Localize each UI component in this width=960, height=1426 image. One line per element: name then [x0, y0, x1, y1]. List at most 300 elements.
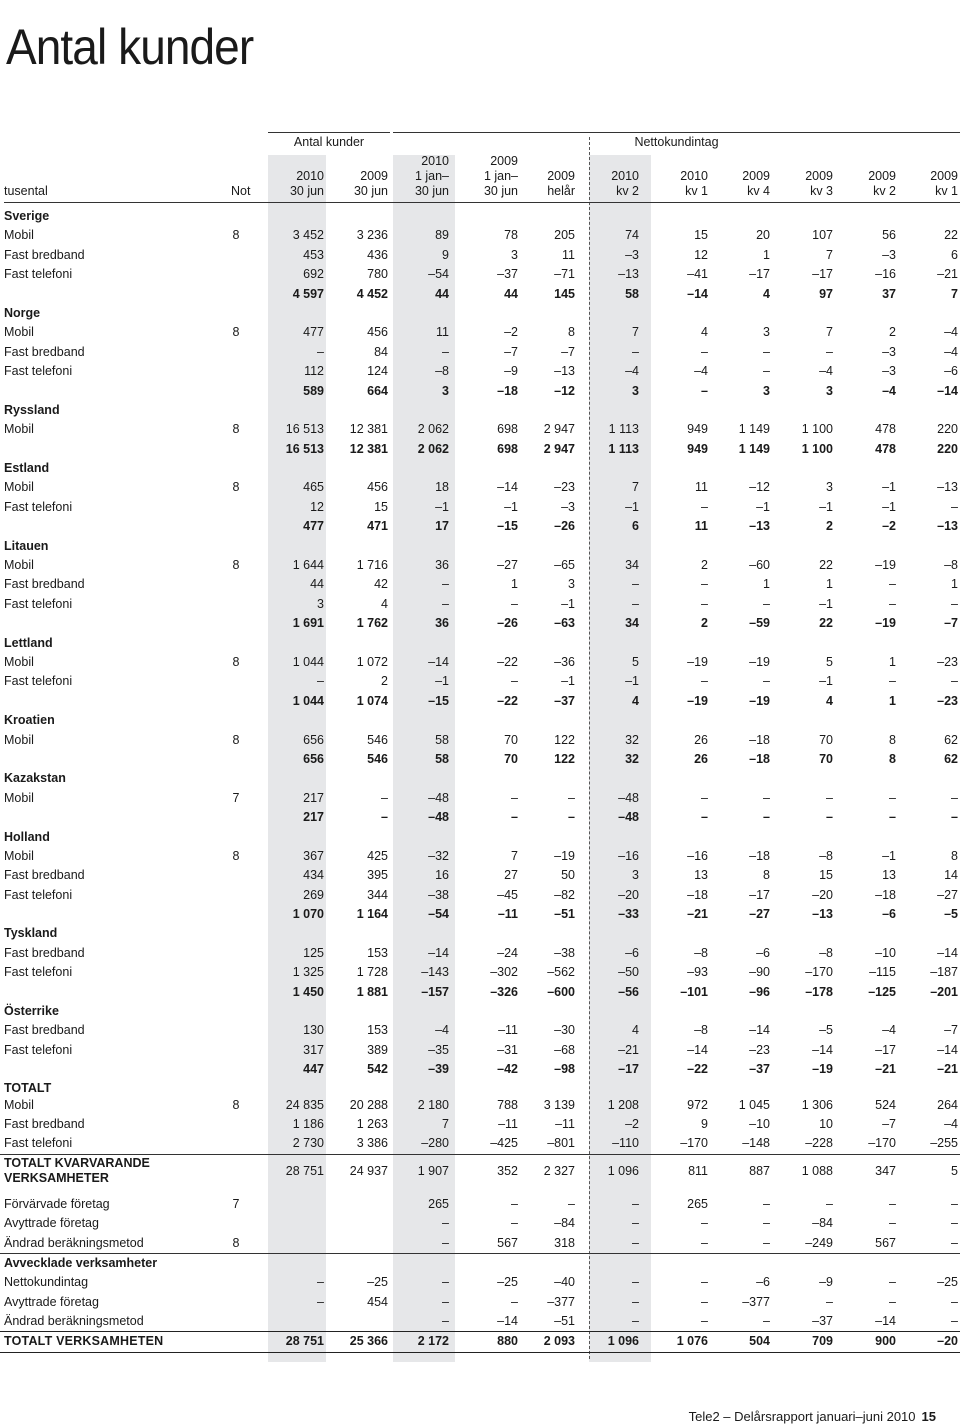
table-cell: –2: [882, 519, 896, 534]
column-header: [505, 169, 575, 199]
column-header-line: 30 jun: [483, 184, 518, 198]
table-row: [0, 672, 960, 691]
table-cell: 4 452: [356, 286, 388, 301]
table-cell: 780: [367, 267, 388, 282]
table-cell: –16: [687, 848, 708, 863]
table-cell: 13: [882, 868, 896, 883]
table-cell: –1: [561, 596, 575, 611]
page-number: 15: [921, 1409, 936, 1424]
table-cell: –170: [805, 965, 833, 980]
table-cell: –1: [435, 674, 449, 689]
section-heading-row: [0, 711, 960, 730]
table-cell: 1 306: [801, 1097, 833, 1112]
table-cell: –2: [504, 325, 518, 340]
row-label: TOTALT KVARVARANDE VERKSAMHETER: [4, 1155, 150, 1185]
table-cell: 698: [497, 441, 518, 456]
table-cell: –: [568, 810, 575, 825]
table-cell: 15: [374, 499, 388, 514]
row-label: Mobil: [4, 228, 34, 243]
table-cell: –: [701, 1275, 708, 1290]
table-cell: 28 751: [285, 1334, 324, 1349]
table-cell: 36: [435, 616, 449, 631]
table-cell: –1: [819, 674, 833, 689]
table-cell: 1 113: [608, 422, 639, 437]
table-cell: –18: [749, 751, 770, 766]
table-cell: –14: [937, 1042, 958, 1057]
table-cell: –48: [428, 790, 449, 805]
row-note: 8: [232, 1235, 240, 1250]
table-cell: 1 072: [356, 654, 388, 669]
table-cell: 477: [303, 519, 324, 534]
table-cell: –13: [749, 519, 770, 534]
table-cell: –101: [680, 984, 708, 999]
table-cell: –17: [749, 887, 770, 902]
table-cell: –1: [882, 480, 896, 495]
table-cell: 589: [303, 383, 324, 398]
table-cell: 50: [561, 868, 575, 883]
table-cell: 1 096: [607, 1334, 639, 1349]
table-cell: –: [889, 596, 896, 611]
table-cell: 26: [694, 751, 708, 766]
table-cell: –3: [882, 247, 896, 262]
table-cell: 949: [687, 441, 708, 456]
table-cell: –1: [625, 499, 639, 514]
table-row: [0, 1041, 960, 1060]
table-cell: 4: [701, 325, 708, 340]
table-cell: 900: [875, 1334, 896, 1349]
table-cell: 89: [435, 228, 449, 243]
table-cell: –20: [812, 887, 833, 902]
table-cell: 2 327: [543, 1163, 575, 1178]
table-cell: 1: [951, 577, 958, 592]
table-cell: 1 088: [801, 1163, 833, 1178]
section-heading-row: [0, 304, 960, 323]
row-label: TOTALT: [4, 1080, 52, 1095]
table-cell: 3: [511, 247, 518, 262]
row-label: Fast bredband: [4, 1116, 85, 1131]
table-cell: 1 070: [292, 907, 324, 922]
table-cell: 3: [763, 325, 770, 340]
table-cell: 1 691: [292, 616, 324, 631]
table-cell: –10: [749, 1116, 770, 1131]
table-cell: 1 076: [676, 1334, 708, 1349]
table-cell: –: [763, 810, 770, 825]
column-header-line: 1 jan–: [483, 169, 518, 183]
table-cell: 20: [756, 228, 770, 243]
page-footer: [689, 1409, 936, 1424]
table-cell: –17: [749, 267, 770, 282]
table-cell: –: [442, 344, 449, 359]
table-cell: –12: [554, 383, 575, 398]
table-cell: 4: [763, 286, 770, 301]
section-heading-row: [0, 537, 960, 556]
table-cell: 124: [367, 364, 388, 379]
table-cell: –115: [869, 965, 896, 980]
table-cell: 22: [819, 616, 833, 631]
subtotal-row: [0, 905, 960, 924]
table-cell: 972: [687, 1097, 708, 1112]
row-note: 8: [232, 1097, 240, 1112]
table-cell: 3: [763, 383, 770, 398]
table-cell: –10: [875, 945, 896, 960]
table-row: [0, 498, 960, 517]
table-cell: 3: [317, 596, 324, 611]
table-cell: 425: [367, 848, 388, 863]
table-cell: 2: [701, 616, 708, 631]
table-row: [0, 866, 960, 885]
table-cell: 5: [951, 1163, 958, 1178]
table-row: [0, 1187, 960, 1195]
table-row: [0, 265, 960, 284]
table-cell: 1 074: [356, 693, 388, 708]
table-cell: –: [701, 577, 708, 592]
table-cell: –21: [937, 267, 958, 282]
table-cell: –: [442, 1235, 449, 1250]
table-cell: –14: [875, 1314, 896, 1329]
table-row: [0, 847, 960, 866]
table-cell: 1 100: [801, 422, 833, 437]
table-row: [0, 1134, 960, 1153]
table-cell: 477: [303, 325, 324, 340]
header-rule: [4, 202, 960, 203]
table-cell: 447: [303, 1062, 324, 1077]
table-cell: –17: [618, 1062, 639, 1077]
column-header: [379, 154, 449, 199]
row-label: Mobil: [4, 848, 34, 863]
table-cell: 9: [442, 247, 449, 262]
table-cell: 9: [701, 1116, 708, 1131]
table-cell: –33: [618, 907, 639, 922]
subtotal-row: [0, 692, 960, 711]
table-cell: 1 325: [292, 965, 324, 980]
table-cell: –14: [937, 383, 958, 398]
table-cell: –6: [756, 945, 770, 960]
column-header-line: kv 1: [935, 184, 958, 198]
column-header-line: 2009: [490, 154, 518, 168]
section-heading-row: [0, 1253, 960, 1273]
table-cell: 2: [381, 674, 388, 689]
table-cell: 3: [826, 383, 833, 398]
row-label: Kazakstan: [4, 771, 66, 786]
table-cell: 7: [826, 247, 833, 262]
table-cell: –: [317, 344, 324, 359]
subtotal-row: [0, 517, 960, 536]
section-heading-row: [0, 207, 960, 226]
table-cell: –59: [749, 616, 770, 631]
table-row: [0, 789, 960, 808]
column-header-line: kv 4: [747, 184, 770, 198]
row-note: 8: [232, 848, 240, 863]
table-cell: –20: [937, 1334, 958, 1349]
table-cell: 11: [562, 247, 575, 262]
table-cell: 478: [875, 441, 896, 456]
table-row: [0, 362, 960, 381]
table-cell: 220: [937, 441, 958, 456]
row-label: Mobil: [4, 480, 34, 495]
column-header-line: 2010: [421, 154, 449, 168]
table-cell: –41: [687, 267, 708, 282]
table-cell: –71: [554, 267, 575, 282]
table-cell: –1: [882, 848, 896, 863]
table-cell: 220: [937, 422, 958, 437]
table-row: [0, 420, 960, 439]
table-cell: –13: [937, 519, 958, 534]
table-cell: 949: [687, 422, 708, 437]
table-row: [0, 1312, 960, 1331]
row-label: Estland: [4, 461, 50, 476]
table-cell: 4: [632, 1023, 639, 1038]
table-cell: 27: [504, 868, 518, 883]
table-cell: –: [442, 1314, 449, 1329]
table-cell: –17: [875, 1042, 896, 1057]
table-cell: 347: [875, 1163, 896, 1178]
table-row: [0, 1234, 960, 1253]
table-cell: –: [511, 1196, 518, 1211]
table-cell: 107: [812, 228, 833, 243]
table-cell: –: [951, 596, 958, 611]
table-cell: –37: [749, 1062, 770, 1077]
table-cell: –: [826, 344, 833, 359]
table-cell: –143: [421, 965, 449, 980]
table-cell: –: [511, 596, 518, 611]
table-cell: 1 164: [356, 907, 388, 922]
table-cell: 2 172: [417, 1334, 449, 1349]
table-cell: –: [951, 674, 958, 689]
table-cell: 1: [763, 247, 770, 262]
table-cell: 692: [303, 267, 324, 282]
row-note: 8: [232, 325, 240, 340]
table-cell: –: [951, 1196, 958, 1211]
row-note: 7: [232, 790, 240, 805]
row-label: Fast bredband: [4, 945, 85, 960]
row-label: Fast bredband: [4, 868, 85, 883]
table-cell: –4: [625, 364, 639, 379]
table-cell: 454: [367, 1294, 388, 1309]
table-cell: –: [701, 810, 708, 825]
table-row: [0, 1331, 960, 1352]
table-cell: –21: [618, 1042, 639, 1057]
table-cell: –32: [428, 848, 449, 863]
table-cell: 25 366: [349, 1334, 388, 1349]
table-cell: –: [826, 810, 833, 825]
table-cell: 2 947: [543, 441, 575, 456]
table-cell: –98: [554, 1062, 575, 1077]
table-cell: –51: [554, 1314, 575, 1329]
table-row: [0, 1096, 960, 1115]
table-cell: –: [701, 1294, 708, 1309]
table-cell: –14: [812, 1042, 833, 1057]
table-cell: 1 044: [292, 693, 324, 708]
row-label: Mobil: [4, 732, 34, 747]
table-cell: –19: [875, 616, 896, 631]
table-cell: 1 716: [356, 558, 388, 573]
table-cell: 24 937: [349, 1163, 388, 1178]
table-cell: –: [889, 1275, 896, 1290]
subtotal-row: [0, 440, 960, 459]
table-cell: –: [951, 1294, 958, 1309]
table-cell: –48: [428, 810, 449, 825]
row-label: Fast telefoni: [4, 1136, 73, 1151]
table-cell: 811: [688, 1163, 708, 1178]
table-cell: –82: [554, 887, 575, 902]
table-row: [0, 246, 960, 265]
table-cell: 546: [367, 732, 388, 747]
table-cell: –4: [819, 364, 833, 379]
table-cell: 18: [435, 480, 449, 495]
table-cell: –9: [504, 364, 518, 379]
table-cell: 2 947: [543, 422, 575, 437]
table-cell: –: [442, 1294, 449, 1309]
column-header-line: 30 jun: [353, 184, 388, 198]
table-cell: –: [763, 596, 770, 611]
table-cell: 62: [944, 751, 958, 766]
table-cell: 11: [695, 480, 708, 495]
row-label: Mobil: [4, 790, 34, 805]
table-cell: 12: [310, 499, 324, 514]
table-cell: –5: [819, 1023, 833, 1038]
table-cell: –: [763, 1314, 770, 1329]
table-cell: –: [568, 1196, 575, 1211]
table-cell: 265: [687, 1196, 708, 1211]
table-cell: 84: [374, 344, 388, 359]
table-cell: –8: [694, 1023, 708, 1038]
table-cell: –45: [497, 887, 518, 902]
table-row: [0, 478, 960, 497]
table-cell: –1: [504, 499, 518, 514]
table-cell: –84: [554, 1216, 575, 1231]
table-cell: –4: [882, 1023, 896, 1038]
table-cell: 436: [367, 247, 388, 262]
table-cell: 37: [882, 286, 896, 301]
table-cell: 3: [442, 383, 449, 398]
table-cell: –: [632, 1196, 639, 1211]
table-cell: 16: [435, 868, 449, 883]
table-row: [0, 944, 960, 963]
table-cell: 3 452: [292, 228, 324, 243]
table-cell: –: [951, 1235, 958, 1250]
table-cell: –6: [882, 907, 896, 922]
table-cell: 125: [303, 945, 324, 960]
table-cell: –31: [497, 1042, 518, 1057]
table-cell: 145: [554, 286, 575, 301]
table-cell: –302: [490, 965, 518, 980]
table-cell: 34: [625, 616, 639, 631]
table-cell: –: [826, 1196, 833, 1211]
table-cell: –562: [547, 965, 575, 980]
header-tusental: tusental: [4, 184, 48, 198]
table-cell: –425: [490, 1136, 518, 1151]
row-label: Mobil: [4, 654, 34, 669]
row-label: Mobil: [4, 325, 34, 340]
table-cell: –68: [554, 1042, 575, 1057]
table-cell: 504: [749, 1334, 770, 1349]
row-label: Nettokundintag: [4, 1275, 89, 1290]
column-header-line: kv 3: [810, 184, 833, 198]
table-cell: –: [511, 1294, 518, 1309]
table-cell: 656: [303, 732, 324, 747]
table-cell: –: [511, 810, 518, 825]
row-note: 8: [232, 228, 240, 243]
table-cell: –19: [749, 693, 770, 708]
table-cell: 4: [632, 693, 639, 708]
table-cell: –27: [937, 887, 958, 902]
column-header-line: helår: [547, 184, 575, 198]
table-cell: –: [951, 499, 958, 514]
row-note: 8: [232, 654, 240, 669]
page-title: Antal kunder: [6, 19, 254, 75]
table-row: [0, 323, 960, 342]
table-cell: 471: [367, 519, 388, 534]
table-cell: –4: [944, 325, 958, 340]
table-cell: 546: [367, 751, 388, 766]
row-note: 7: [232, 1196, 240, 1211]
table-cell: 122: [554, 751, 575, 766]
table-cell: –: [763, 790, 770, 805]
table-cell: –1: [756, 499, 770, 514]
table-cell: –22: [687, 1062, 708, 1077]
table-cell: 352: [497, 1163, 518, 1178]
table-cell: 567: [875, 1235, 896, 1250]
table-cell: –18: [749, 732, 770, 747]
row-label: Fast telefoni: [4, 965, 73, 980]
table-cell: –48: [618, 790, 639, 805]
table-cell: –25: [497, 1275, 518, 1290]
group-rule-netto: [393, 132, 960, 133]
table-cell: –178: [805, 984, 833, 999]
table-cell: 7: [632, 480, 639, 495]
table-cell: –: [701, 1235, 708, 1250]
table-cell: –11: [498, 1116, 518, 1131]
table-cell: –1: [435, 499, 449, 514]
table-cell: –14: [687, 286, 708, 301]
table-cell: 456: [367, 480, 388, 495]
table-cell: 14: [944, 868, 958, 883]
table-cell: 12 381: [349, 441, 388, 456]
column-header-line: 2009: [868, 169, 896, 183]
table-cell: –14: [497, 1314, 518, 1329]
section-heading-row: [0, 924, 960, 943]
column-header: [826, 169, 896, 199]
table-cell: –27: [497, 558, 518, 573]
table-cell: –23: [937, 654, 958, 669]
row-label: Fast bredband: [4, 1023, 85, 1038]
row-label: Fast telefoni: [4, 887, 73, 902]
table-cell: –11: [498, 1023, 518, 1038]
table-cell: 42: [374, 577, 388, 592]
table-cell: 269: [303, 887, 324, 902]
table-cell: –6: [944, 364, 958, 379]
table-cell: –: [701, 499, 708, 514]
table-cell: 112: [304, 364, 324, 379]
table-cell: 709: [812, 1334, 833, 1349]
table-cell: –17: [812, 267, 833, 282]
table-cell: 1 045: [738, 1097, 770, 1112]
table-cell: 2: [889, 325, 896, 340]
table-cell: –: [951, 790, 958, 805]
table-row: [0, 731, 960, 750]
table-cell: –: [511, 1216, 518, 1231]
table-cell: 3: [632, 868, 639, 883]
table-cell: 389: [367, 1042, 388, 1057]
table-cell: 8: [889, 732, 896, 747]
table-cell: –19: [812, 1062, 833, 1077]
table-cell: –: [889, 1216, 896, 1231]
column-header-line: 2010: [296, 169, 324, 183]
column-header-line: 2009: [930, 169, 958, 183]
table-row: [0, 1214, 960, 1233]
table-cell: 62: [944, 732, 958, 747]
section-heading-row: [0, 401, 960, 420]
